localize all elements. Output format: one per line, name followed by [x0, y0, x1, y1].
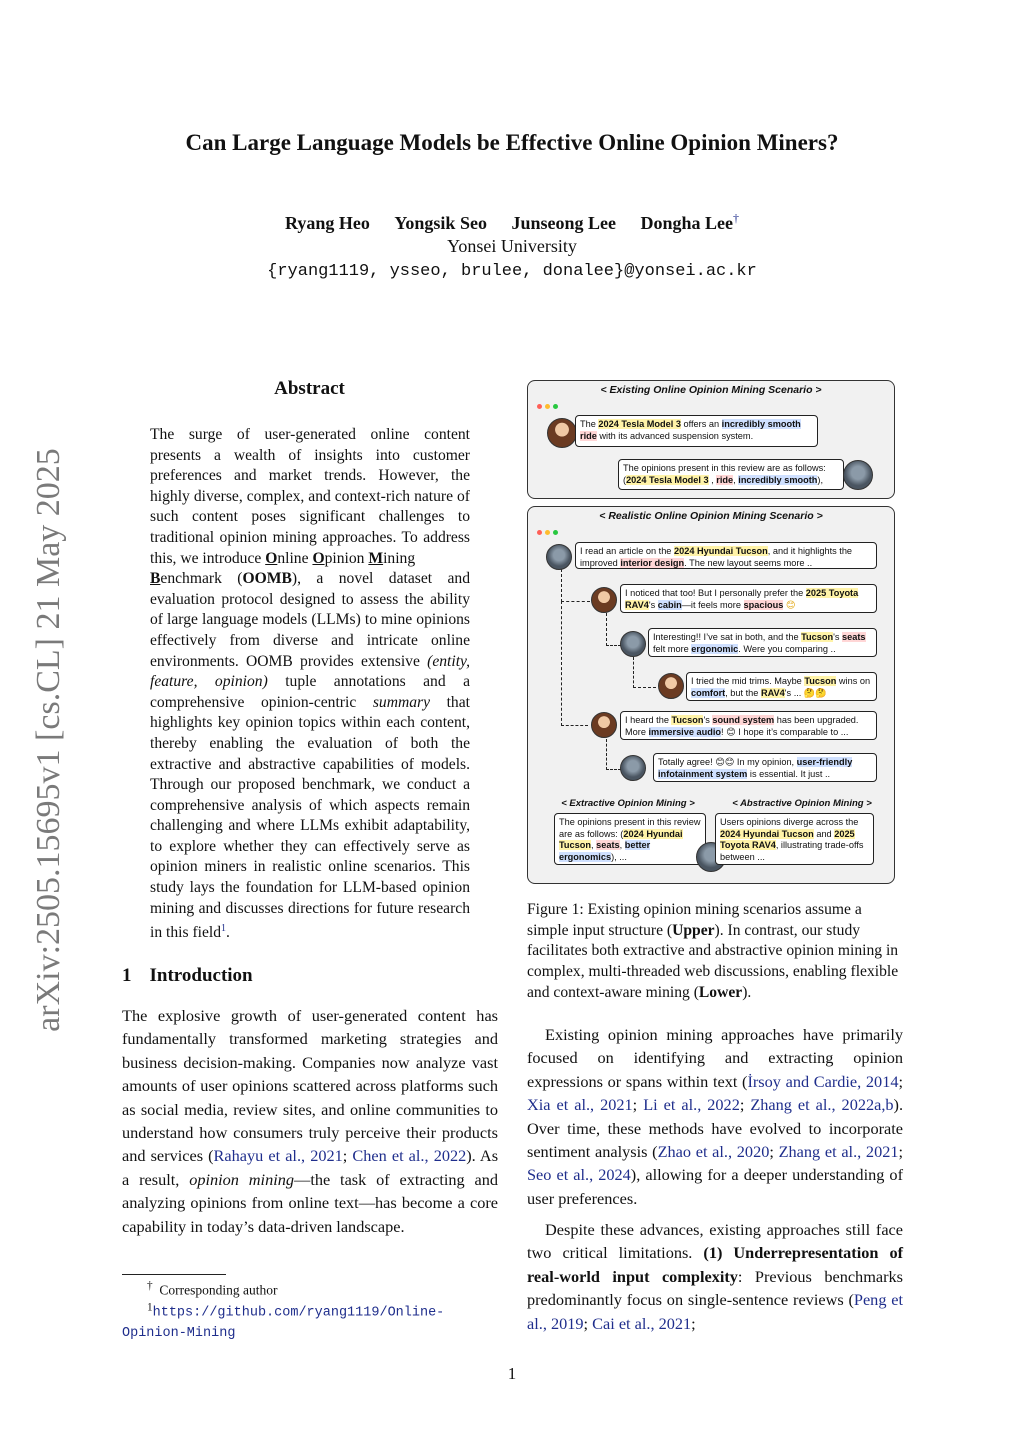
cite-author: Zhang et al. — [778, 1142, 858, 1162]
abstract-text: . — [226, 924, 230, 942]
entity-highlight: 2025 Toyota RAV4 — [720, 828, 855, 851]
feature-highlight: seats — [596, 840, 620, 851]
bubble-text — [653, 632, 872, 655]
caption-text: ). — [742, 983, 752, 1001]
footnote-url — [122, 1298, 452, 1343]
abstract-text: pinion — [324, 549, 369, 567]
txt: ), — [817, 474, 824, 485]
caption-text: Figure 1: Existing opinion mining scenarios assume a simple input structure ( — [527, 901, 862, 939]
bubble-text — [625, 588, 872, 611]
acronym-letter: B — [150, 570, 161, 588]
cite-year: 2020 — [736, 1142, 770, 1162]
dagger-mark: † — [147, 1280, 153, 1292]
cite-year: 2021 — [865, 1142, 899, 1162]
txt: with its advanced suspension system. — [596, 430, 754, 441]
author-name: Junseong Lee — [511, 213, 616, 233]
abstract-text: that highlights key opinion topics within each content, thereby enabling the evaluation of both the extractive and abstractive capabilities of models. Through our proposed benchmark, we conduct a comprehensive analysis of which aspects remain challenging and where LLMs exhibit adaptability, to explore whether they can effectively serve as opinion miners in realistic online scenarios. This study lays the foundation for LLM-based opinion mining and discusses directions for future research in this field — [150, 693, 470, 942]
thread-connector — [606, 613, 621, 646]
user-avatar-icon — [620, 755, 646, 781]
txt: ! 😊 I hope it’s comparable to ... — [721, 726, 849, 737]
citation-link[interactable]: Rahayu et al., 2021 — [213, 1146, 343, 1166]
txt: The opinions present in this review are as follows: ( — [623, 463, 826, 485]
thread-connector — [561, 601, 588, 726]
entity-highlight: Tucson — [671, 715, 704, 725]
robot-avatar-icon — [843, 460, 873, 490]
bubble-text — [580, 419, 813, 442]
txt: , — [708, 474, 717, 485]
thread-connector — [561, 569, 590, 602]
opinion-highlight: incredibly smooth — [721, 419, 801, 429]
bubble-text — [623, 463, 839, 486]
body-text: : Previous benchmarks predominantly focus on single-sentence reviews ( — [527, 1266, 903, 1310]
review-bubble — [575, 415, 818, 447]
user-avatar-icon — [658, 673, 684, 699]
txt: Interesting!! I’ve sat in both, and the — [653, 632, 802, 642]
realistic-scenario-panel — [527, 506, 895, 884]
caption-bold: Lower — [698, 983, 743, 1001]
cite-year: 2022 — [707, 1095, 740, 1115]
abstract-text: nline — [277, 549, 313, 567]
txt: Users opinions diverge across the — [720, 817, 859, 827]
summary-word: summary — [372, 693, 431, 711]
affiliation: Yonsei University — [447, 236, 577, 256]
cite-author: Seo et al. — [527, 1165, 590, 1185]
bold-phrase: (1) Underrepresentation of real-world input complexity — [527, 1243, 904, 1286]
abstract-text: ining — [383, 549, 416, 567]
feature-highlight: interior design — [620, 557, 685, 568]
bubble-text — [658, 757, 872, 780]
section-number: 1 — [122, 965, 132, 986]
txt: I heard the — [625, 715, 672, 725]
footnote-number: 1 — [147, 1301, 153, 1313]
author-name: Ryang Heo — [285, 213, 370, 233]
bubble-text — [625, 715, 872, 738]
footnote-rule — [122, 1274, 226, 1275]
txt: offers an — [680, 419, 722, 429]
cite-author: Peng et al. — [527, 1290, 903, 1333]
cite-year: 2022 — [433, 1146, 467, 1166]
footnote-text: Corresponding author — [159, 1282, 278, 1298]
txt: is essential. It just .. — [747, 768, 831, 779]
author-list — [0, 211, 1024, 234]
intro-paragraph: The explosive growth of user-generated content has fundamentally transformed marketing strategies and business decision-making. Companies now analyze vast amounts of user opinions scattered across platforms such as social media, review sites, and online communities to understand how consumers truly perceive their products and services (Rahayu et al., 2021; Chen et al., 2022). As a result, opinion mining—the task of extracting and analyzing opinions from online text—has become a core capability in today’s data-driven landscape. — [122, 1006, 499, 1236]
abstractive-title: < Abstractive Opinion Mining > — [732, 798, 872, 809]
citation-link[interactable]: Peng et al., 2019 — [527, 1290, 903, 1333]
caption-bold: Upper — [672, 921, 715, 939]
acronym: OOMB — [242, 570, 292, 588]
body-paragraph: Existing opinion mining approaches have primarily focused on identifying and extracting opinion expressions or spans within text (İrsoy and Cardie, 2014; Xia et al., 2021; Li et al., 2022; Zhang et al., 2022a,b). Over time, these methods have evolved to incorporate sentiment analysis (Zhao et al., 2020; Zhang et al., 2021; Seo et al., 2024), allowing for a deeper understanding of user preferences. — [527, 1025, 904, 1208]
feature-highlight: ride — [580, 430, 597, 441]
cite-author: Cai et al. — [592, 1313, 651, 1333]
txt: . Were you comparing .. — [738, 643, 836, 654]
body-text: ; — [691, 1313, 696, 1333]
thread-message — [620, 711, 877, 740]
cite-author: İrsoy and Cardie — [747, 1071, 858, 1091]
txt: , — [591, 840, 597, 851]
section-heading — [122, 965, 253, 987]
body-text: ). As a result, — [122, 1146, 499, 1189]
caption-text: ). In contrast, our study facilitates both extractive and abstractive opinion mining in complex, multi-threaded web discussions, enabling flexible and context-aware mining ( — [527, 921, 899, 1001]
user-avatar-icon — [620, 631, 646, 657]
txt: I tried the mid trims. Maybe — [691, 676, 805, 686]
thread-message — [575, 542, 877, 569]
extractive-title: < Extractive Opinion Mining > — [561, 798, 695, 809]
smile-emoji: 😊 — [783, 599, 796, 610]
citation-link[interactable]: Xia et al., 2021 — [527, 1095, 633, 1115]
feature-highlight: comfort — [691, 687, 726, 698]
opinion-highlight: better ergonomics — [559, 840, 651, 862]
figure-1 — [527, 380, 896, 885]
yellow-dot-icon — [545, 530, 550, 535]
txt: —it feels more — [681, 599, 744, 610]
abstract-text: enchmark ( — [160, 570, 243, 588]
txt: , — [733, 474, 739, 485]
window-dots — [537, 530, 558, 535]
txt: felt more — [653, 643, 692, 654]
dagger-mark[interactable]: † — [732, 211, 739, 225]
feature-highlight: ride — [716, 474, 734, 485]
bubble-text — [691, 676, 872, 699]
cite-author: Zhao et al. — [657, 1142, 728, 1162]
body-text: The explosive growth of user-generated content has fundamentally transformed marketing strategies and business decision-making. Companies now analyze vast amounts of user opinions scattered across platforms such as social media, review sites, and online communities to understand how consumers truly perceive their products and services ( — [122, 1006, 498, 1166]
section-title: Introduction — [149, 965, 253, 986]
panel-title: < Realistic Online Opinion Mining Scenario > — [599, 510, 823, 522]
red-dot-icon — [537, 530, 542, 535]
entity-highlight: Tucson — [804, 676, 837, 686]
citation-link[interactable]: Li et al., 2022 — [643, 1095, 740, 1115]
thread-message — [686, 672, 877, 701]
entity-highlight: 2024 Tesla Model 3 — [598, 419, 681, 429]
abstractive-output — [715, 813, 874, 865]
citation-link[interactable]: Zhang et al., 2022a,b — [750, 1095, 894, 1115]
author-name-text: Dongha Lee — [640, 213, 733, 233]
citation-link[interactable]: Zhang et al., 2021 — [778, 1142, 899, 1162]
txt: 's — [703, 715, 713, 725]
cite-author: Chen et al. — [352, 1146, 425, 1166]
cite-year: 2024 — [598, 1165, 631, 1185]
feature-highlight: seats — [842, 632, 866, 642]
user-avatar-icon — [591, 712, 617, 738]
extractive-output — [554, 813, 706, 865]
entity-highlight: 2025 Toyota RAV4 — [625, 588, 859, 610]
bubble-text — [720, 817, 869, 863]
cite-year: 2014 — [865, 1071, 899, 1091]
thread-connector — [633, 657, 656, 688]
citation-link[interactable]: İrsoy and Cardie, 2014 — [747, 1071, 899, 1091]
body-text: ). Over time, these methods have evolved to incorporate sentiment analysis ( — [527, 1095, 904, 1162]
figure-caption — [527, 900, 903, 1004]
cite-author: Zhang et al. — [750, 1095, 832, 1115]
entity-highlight: RAV4 — [760, 687, 785, 698]
abstract-text: tuple annotations and a comprehensive opinion-centric — [150, 673, 470, 711]
txt: , but the — [725, 687, 761, 698]
txt: . The new layout seems more .. — [684, 557, 813, 568]
author-name: Yongsik Seo — [394, 213, 487, 233]
txt: , and it highlights the improved — [580, 546, 853, 568]
green-dot-icon — [553, 530, 558, 535]
paper-title: Can Large Language Models be Effective Online Opinion Miners? — [185, 130, 839, 155]
cite-year: 2021 — [310, 1146, 343, 1166]
txt: I read an article on the — [580, 546, 674, 556]
emphasis: opinion mining — [189, 1169, 295, 1189]
footnote-link[interactable]: 1 — [221, 923, 227, 935]
body-text: —the task of extracting and analyzing opinions from online text—has become a core capability in today’s data-driven landscape. — [122, 1169, 499, 1236]
cite-year: 2021 — [658, 1313, 692, 1333]
txt: ), ... — [611, 851, 627, 862]
cite-year: 2019 — [550, 1313, 584, 1333]
yellow-dot-icon — [545, 404, 550, 409]
txt: and — [813, 828, 835, 839]
thread-message — [620, 584, 877, 613]
txt: I noticed that too! But I personally prefer the — [625, 588, 806, 598]
thread-message — [653, 753, 877, 782]
user-avatar-icon — [546, 544, 572, 570]
cite-year: 2021 — [600, 1095, 633, 1115]
abstract-heading: Abstract — [274, 378, 345, 399]
txt: has been upgraded. More — [625, 715, 859, 737]
citation-link[interactable]: Seo et al., 2024 — [527, 1165, 631, 1185]
bubble-text — [580, 546, 872, 569]
body-text: Existing opinion mining approaches have primarily focused on identifying and extracting opinion expressions or spans within text ( — [527, 1025, 903, 1091]
author-name — [640, 213, 739, 233]
txt: Totally agree! 😊😊 In my opinion, — [658, 757, 797, 767]
page-number: 1 — [507, 1364, 517, 1383]
txt: wins on — [836, 676, 871, 686]
acronym-letter: O — [312, 549, 325, 567]
red-dot-icon — [537, 404, 542, 409]
thread-message — [648, 628, 877, 657]
opinion-highlight: incredibly smooth — [738, 474, 818, 485]
bubble-text — [559, 817, 701, 863]
user-avatar-icon — [547, 418, 577, 448]
txt: 's — [648, 599, 658, 610]
repo-link[interactable]: https://github.com/ryang1119/Online-Opinion-Mining — [122, 1305, 445, 1341]
entity-highlight: 2024 Hyundai Tucson — [720, 828, 814, 839]
opinion-highlight: ergonomic — [691, 643, 739, 654]
body-text: ), allowing for a deeper understanding of user preferences. — [527, 1165, 903, 1208]
abstract-body — [150, 425, 470, 944]
entity-highlight: Tucson — [801, 632, 834, 642]
body-paragraph: Despite these advances, existing approaches still face two critical limitations. (1) Underrepresentation of real-world input complexity: Previous benchmarks predominantly focus on single-sentence reviews (Peng et al., 2019; Cai et al., 2021; — [527, 1220, 904, 1333]
panel-title: < Existing Online Opinion Mining Scenario > — [600, 384, 822, 396]
arxiv-identifier: arXiv:2505.15695v1 [cs.CL] 21 May 2025 — [30, 448, 67, 1032]
entity-highlight: 2024 Tesla Model 3 — [626, 474, 709, 485]
opinion-highlight: immersive audio — [648, 726, 722, 737]
body-text: Despite these advances, existing approaches still face two critical limitations. — [527, 1220, 903, 1263]
txt: , illustrating trade-offs between ... — [720, 840, 864, 862]
citation-link[interactable]: Chen et al., 2022 — [352, 1146, 467, 1166]
txt: The opinions present in this review are as follows: ( — [559, 817, 701, 839]
cite-author: Li et al. — [643, 1095, 698, 1115]
acronym-letter: M — [368, 549, 384, 567]
citation-link[interactable]: Cai et al., 2021 — [592, 1313, 692, 1333]
citation-link[interactable]: Zhao et al., 2020 — [657, 1142, 770, 1162]
bot-output-bubble — [618, 459, 844, 490]
opinion-highlight: user-friendly infotainment system — [658, 757, 853, 779]
abstract-text: The surge of user-generated online content presents a wealth of insights into customer preferences and market trends. However, the highly diverse, complex, and context-rich nature of such content poses significant challenges to traditional opinion mining approaches. To address this, we introduce — [150, 426, 470, 567]
entity-highlight: 2024 Hyundai Tucson — [673, 546, 768, 556]
user-avatar-icon — [591, 587, 617, 613]
green-dot-icon — [553, 404, 558, 409]
tuple-phrase: (entity, feature, opinion) — [150, 652, 470, 691]
cite-author: Rahayu et al. — [213, 1146, 302, 1166]
window-dots — [537, 404, 558, 409]
author-emails: {ryang1119, ysseo, brulee, donalee}@yonsei.ac.kr — [267, 262, 757, 281]
acronym-letter: O — [265, 549, 278, 567]
feature-highlight: sound system — [712, 715, 775, 725]
txt: The — [580, 419, 599, 429]
feature-highlight: cabin — [657, 599, 682, 610]
cite-author: Xia et al. — [527, 1095, 591, 1115]
cite-year: 2022a,b — [841, 1095, 894, 1115]
opinion-highlight: spacious — [743, 599, 784, 610]
existing-scenario-panel — [527, 380, 895, 499]
thread-connector — [606, 739, 621, 770]
footnote-corresponding — [147, 1280, 277, 1299]
abstract-text: ), a novel dataset and evaluation protocol designed to assess the ability of large language models (LLMs) to mine opinions effectively from diverse and intricate online environments. OOMB provides extensive — [150, 570, 471, 670]
entity-highlight: 2024 Hyundai Tucson — [559, 828, 683, 851]
txt: 's ... 🤔🤔 — [784, 687, 827, 698]
txt: 's — [833, 632, 843, 642]
txt: , — [619, 840, 625, 851]
